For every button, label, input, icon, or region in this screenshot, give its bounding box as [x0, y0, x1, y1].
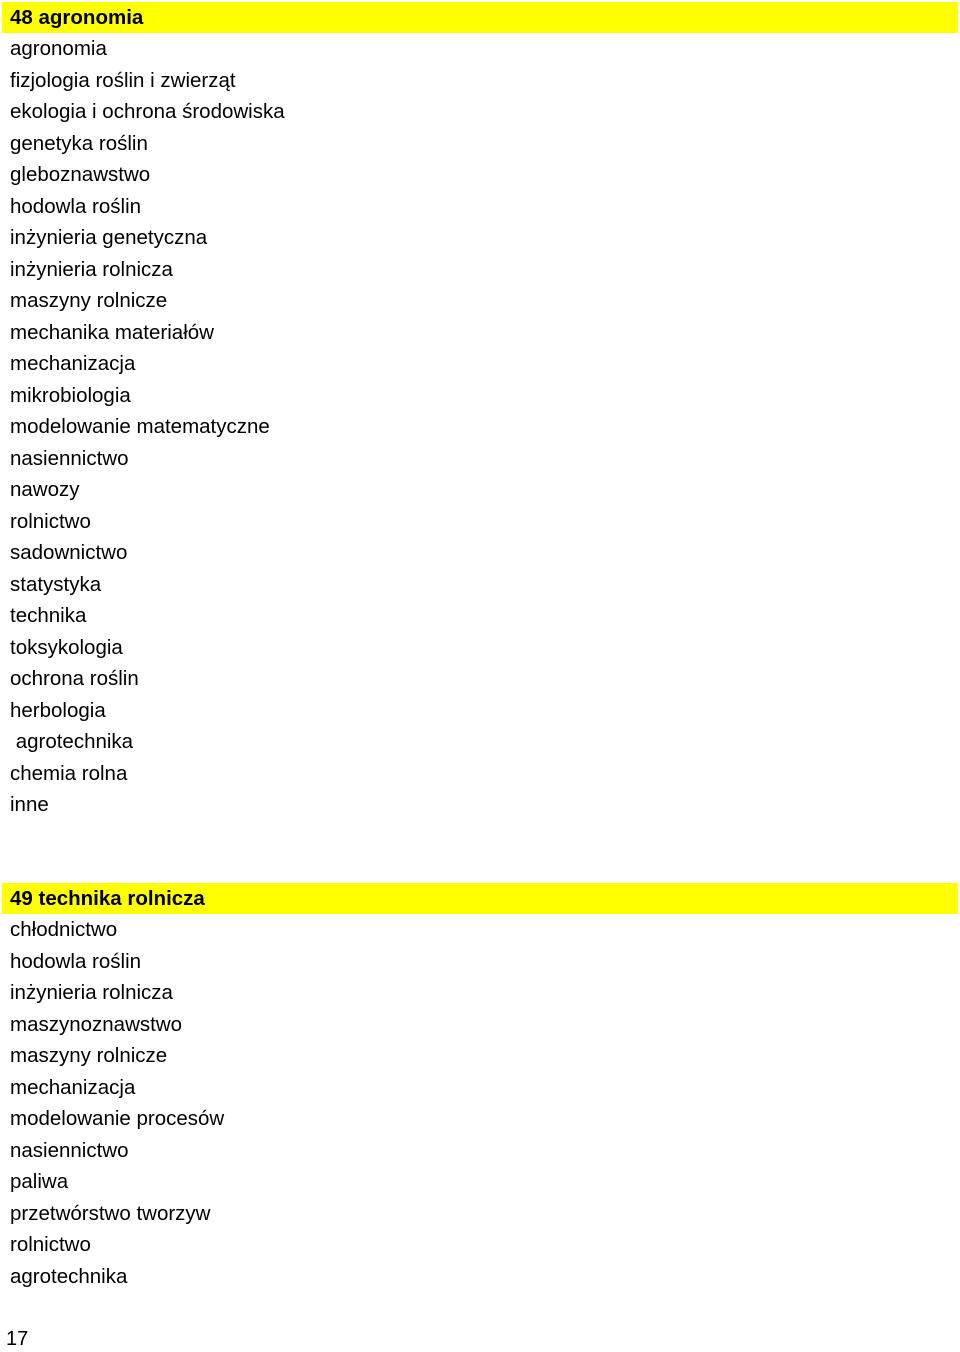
list-item: maszynoznawstwo	[10, 1012, 183, 1036]
list-item: rolnictwo	[10, 509, 91, 533]
list-item: gleboznawstwo	[10, 163, 151, 186]
list-item: nasiennictwo	[10, 446, 129, 470]
list-item: hodowla roślin	[10, 949, 142, 973]
list-item: statystyka	[10, 572, 102, 596]
list-item: genetyka roślin	[10, 131, 148, 155]
list-item: paliwa	[10, 1170, 69, 1193]
section-technika-rolnicza	[0, 883, 960, 1292]
list-item: sadownictwo	[10, 541, 128, 564]
list-item: ekologia i ochrona środowiska	[10, 100, 285, 123]
list-item: agrotechnika	[10, 1264, 128, 1288]
list-item: inżynieria rolnicza	[10, 981, 173, 1004]
item-list	[0, 33, 960, 821]
list-item: herbologia	[10, 698, 106, 722]
section-heading: 48 agronomia	[2, 2, 958, 33]
list-item: inżynieria rolnicza	[10, 257, 173, 281]
section-heading: 49 technika rolnicza	[2, 883, 958, 914]
list-item: modelowanie procesów	[10, 1107, 225, 1130]
page-number: 17	[6, 1328, 29, 1350]
list-item: mechanizacja	[10, 352, 136, 375]
list-item: chemia rolna	[10, 761, 128, 785]
list-item: fizjologia roślin i zwierząt	[10, 68, 236, 92]
list-item: modelowanie matematyczne	[10, 415, 270, 438]
item-list	[0, 914, 960, 1292]
list-item: mikrobiologia	[10, 383, 131, 407]
list-item: mechanika materiałów	[10, 320, 214, 344]
list-item: nasiennictwo	[10, 1138, 129, 1162]
list-item: toksykologia	[10, 635, 123, 659]
list-item: rolnictwo	[10, 1233, 91, 1256]
list-item: mechanizacja	[10, 1075, 136, 1099]
list-item: nawozy	[10, 478, 80, 501]
list-item: chłodnictwo	[10, 918, 118, 941]
list-item: agronomia	[10, 37, 107, 60]
list-item: ochrona roślin	[10, 667, 139, 690]
list-item: agrotechnika	[10, 730, 134, 753]
list-item: inne	[10, 793, 49, 816]
list-item: technika	[10, 604, 87, 627]
list-item: przetwórstwo tworzyw	[10, 1201, 211, 1225]
list-item: hodowla roślin	[10, 194, 142, 218]
list-item: maszyny rolnicze	[10, 289, 168, 312]
list-item: maszyny rolnicze	[10, 1044, 168, 1067]
list-item: inżynieria genetyczna	[10, 226, 208, 249]
section-agronomia	[0, 2, 960, 821]
